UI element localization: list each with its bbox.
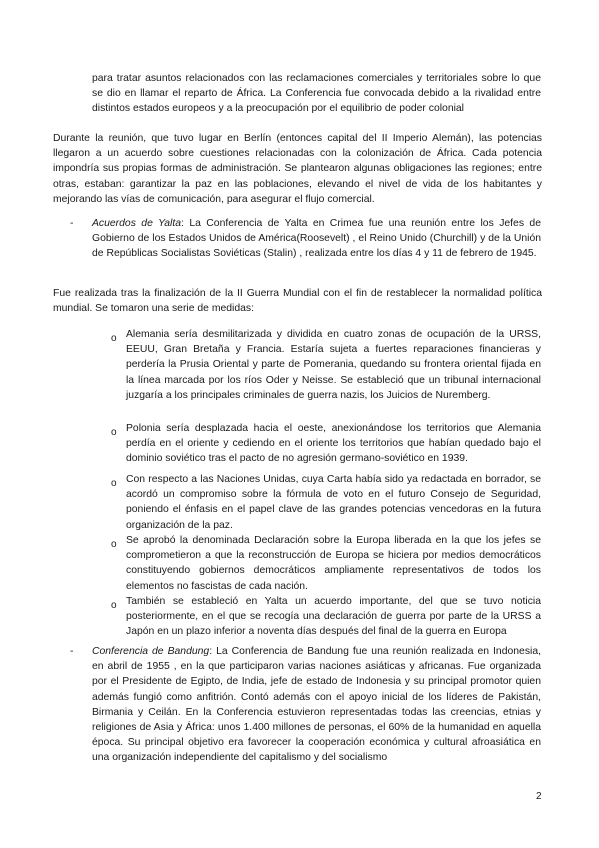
yalta-measures-intro: Fue realizada tras la finalización de la II Guerra Mundial con el fin de restablecer la normalidad política mundial. Se tomaron una serie de medidas: — [53, 288, 542, 315]
measure-item: También se estableció en Yalta un acuerdo importante, del que se tuvo noticia posteriormente, en el que se recogía una declaración de guerra por parte de la URSS a Japón en un plazo inferior a noventa días después del final de la guerra en Europa — [126, 596, 541, 638]
bullet-marker: o — [111, 478, 117, 489]
berlin-paragraph: Durante la reunión, que tuvo lugar en Berlín (entonces capital del II Imperio Alemán), las potencias llegaron a un acuerdo sobre cuestiones relacionadas con la colonización de África. Cada potencia impondría sus propias formas de administración. Se plantearon algunas obligaciones las regiones; entre otras, estaban: garantizar la paz en las poblaciones, elevando el nivel de vida de los habitantes y mejorando las vías de comunicación, para asegurar el flujo comercial. — [53, 133, 542, 205]
yalta-title: Acuerdos de Yalta — [92, 218, 182, 229]
measure-item: Se aprobó la denominada Declaración sobre la Europa liberada en la que los jefes se comprometieron a que la reconstrucción de Europa se hiciera por medios democráticos constituyendo gobiernos democráticos ampliamente representativos de todos los elementos no fascistas de cada nación. — [126, 535, 541, 592]
measure-item: Alemania sería desmilitarizada y dividida en cuatro zonas de ocupación de la URSS, EEUU, Gran Bretaña y Francia. Estaría sujeta a fuertes reparaciones financieras y perdería la Prusia Oriental y parte de Pomerania, quedando su frontera oriental fijada en la línea marcada por los ríos Oder y Neisse. Se estableció que un tribunal internacional juzgaría a los principales criminales de guerra nazis, los Juicios de Nuremberg. — [126, 329, 541, 401]
measure-item: Polonia sería desplazada hacia el oeste, anexionándose los territorios que Alemania perdía en el oriente y cediendo en el oriente los territorios que habían quedado bajo el dominio soviético tras el pacto de no agresión germano-soviético en 1939. — [126, 423, 541, 465]
bandung-dash: - — [70, 646, 74, 657]
bandung-title: Conferencia de Bandung — [92, 646, 210, 657]
intro-paragraph: para tratar asuntos relacionados con las reclamaciones comerciales y territoriales sobre lo que se dio en llamar el reparto de África. La Conferencia fue convocada debido a la rivalidad entre distintos estados europeos y a la preocupación por el equilibrio de poder colonial — [92, 73, 541, 115]
page-number: 2 — [536, 791, 542, 802]
yalta-text: : La Conferencia de Yalta en Crimea fue una reunión entre los Jefes de Gobierno de los Estados Unidos de América(Roosevelt) , el Reino Unido (Churchill) y de la Unión de Repúblicas Socialistas Soviéticas (Stalin) , realizada entre los días 4 y 11 de febrero de 1945. — [92, 218, 541, 260]
bullet-marker: o — [111, 600, 117, 611]
bandung-text: : La Conferencia de Bandung fue una reunión realizada en Indonesia, en abril de 1955 , en la que participaron varias naciones asiáticas y africanas. Fue organizada por el Presidente de Egipto, de India, jefe de estado de Indonesia y su principal promotor quien además fungió como anfitrión. Contó además con el apoyo inicial de los líderes de Pakistán, Birmania y Ceilán. En la Conferencia estuvieron representadas todas las creencias, etnias y religiones de Asia y África: unos 1.400 millones de personas, el 60% de la humanidad en aquella época. Su principal objetivo era favorecer la cooperación económica y cultural afroasiática en una organización independiente del capitalismo y del socialismo — [92, 646, 541, 764]
bullet-marker: o — [111, 539, 117, 550]
bandung-paragraph — [92, 644, 541, 766]
yalta-dash: - — [70, 218, 74, 229]
bullet-marker: o — [111, 427, 117, 438]
measure-item: Con respecto a las Naciones Unidas, cuya Carta había sido ya redactada en borrador, se acordó un compromiso sobre la fórmula de voto en el futuro Consejo de Seguridad, poniendo el énfasis en el papel clave de las grandes potencias vencedoras en la futura organización de la paz. — [126, 474, 541, 531]
bullet-marker: o — [111, 333, 117, 344]
yalta-paragraph — [92, 216, 541, 262]
